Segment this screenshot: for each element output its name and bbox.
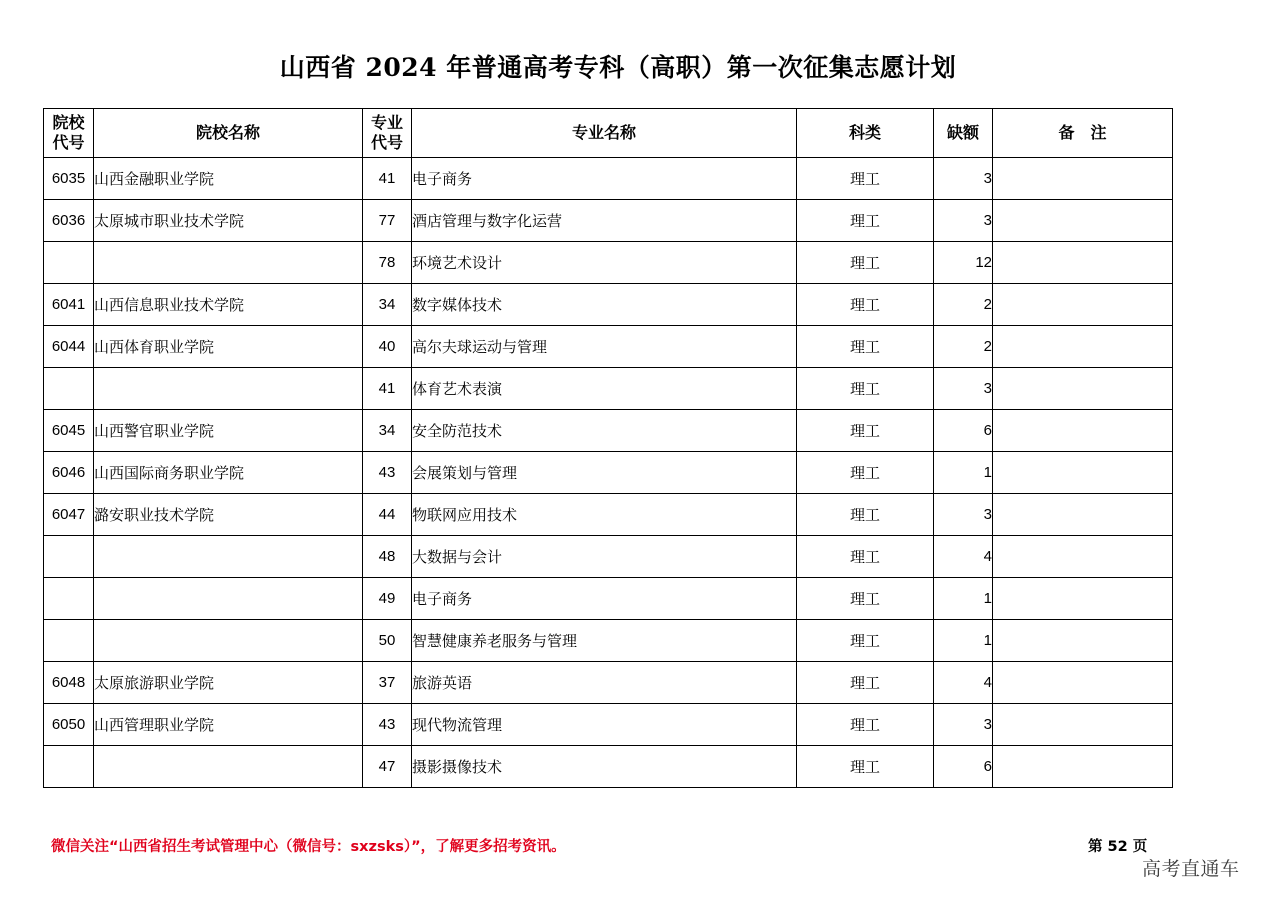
cell-major-name: 体育艺术表演 — [412, 368, 797, 410]
cell-remark — [993, 746, 1173, 788]
cell-category: 理工 — [797, 326, 934, 368]
cell-vacancy: 3 — [934, 200, 993, 242]
table-row — [44, 704, 1173, 746]
cell-category: 理工 — [797, 452, 934, 494]
page-number: 第 52 页 — [1088, 839, 1148, 855]
wechat-notice: 微信关注“山西省招生考试管理中心（微信号：sxzsks）”，了解更多招考资讯。 — [51, 839, 566, 855]
cell-remark — [993, 242, 1173, 284]
cell-remark — [993, 620, 1173, 662]
enrollment-plan-table — [43, 108, 1173, 788]
table-row — [44, 242, 1173, 284]
cell-school-code: 6050 — [44, 704, 94, 746]
cell-major-name: 会展策划与管理 — [412, 452, 797, 494]
cell-vacancy: 4 — [934, 536, 993, 578]
cell-school-code — [44, 242, 94, 284]
cell-major-name: 大数据与会计 — [412, 536, 797, 578]
table-row — [44, 620, 1173, 662]
cell-category: 理工 — [797, 200, 934, 242]
header-major-code: 专业 代号 — [363, 109, 412, 158]
cell-category: 理工 — [797, 284, 934, 326]
header-major-name: 专业名称 — [412, 109, 797, 158]
header-vacancy: 缺额 — [934, 109, 993, 158]
cell-school-name: 太原城市职业技术学院 — [94, 200, 363, 242]
table-row — [44, 368, 1173, 410]
cell-category: 理工 — [797, 536, 934, 578]
cell-school-code — [44, 620, 94, 662]
cell-school-code: 6046 — [44, 452, 94, 494]
cell-school-code: 6045 — [44, 410, 94, 452]
cell-school-name: 山西管理职业学院 — [94, 704, 363, 746]
cell-school-code: 6036 — [44, 200, 94, 242]
cell-remark — [993, 158, 1173, 200]
table-body — [44, 158, 1173, 788]
cell-remark — [993, 662, 1173, 704]
cell-vacancy: 3 — [934, 368, 993, 410]
cell-category: 理工 — [797, 368, 934, 410]
table-row — [44, 452, 1173, 494]
cell-school-name: 山西警官职业学院 — [94, 410, 363, 452]
cell-category: 理工 — [797, 746, 934, 788]
cell-major-code: 78 — [363, 242, 412, 284]
cell-school-name: 潞安职业技术学院 — [94, 494, 363, 536]
cell-remark — [993, 536, 1173, 578]
cell-major-code: 34 — [363, 410, 412, 452]
cell-category: 理工 — [797, 662, 934, 704]
cell-remark — [993, 284, 1173, 326]
cell-major-code: 50 — [363, 620, 412, 662]
cell-school-name: 山西信息职业技术学院 — [94, 284, 363, 326]
cell-vacancy: 4 — [934, 662, 993, 704]
cell-school-code: 6041 — [44, 284, 94, 326]
cell-remark — [993, 452, 1173, 494]
table-row — [44, 536, 1173, 578]
table-row — [44, 410, 1173, 452]
table-row — [44, 200, 1173, 242]
cell-category: 理工 — [797, 242, 934, 284]
header-school-name: 院校名称 — [94, 109, 363, 158]
cell-category: 理工 — [797, 158, 934, 200]
cell-major-code: 43 — [363, 704, 412, 746]
cell-remark — [993, 200, 1173, 242]
cell-major-name: 物联网应用技术 — [412, 494, 797, 536]
cell-major-code: 77 — [363, 200, 412, 242]
cell-school-name — [94, 242, 363, 284]
table-row — [44, 662, 1173, 704]
header-category: 科类 — [797, 109, 934, 158]
table-header-row — [44, 109, 1173, 158]
cell-school-name — [94, 536, 363, 578]
cell-major-name: 智慧健康养老服务与管理 — [412, 620, 797, 662]
cell-major-code: 48 — [363, 536, 412, 578]
cell-vacancy: 6 — [934, 746, 993, 788]
cell-major-name: 电子商务 — [412, 578, 797, 620]
cell-category: 理工 — [797, 620, 934, 662]
cell-vacancy: 3 — [934, 704, 993, 746]
header-remark: 备 注 — [993, 109, 1173, 158]
cell-vacancy: 3 — [934, 158, 993, 200]
cell-category: 理工 — [797, 704, 934, 746]
cell-school-code: 6044 — [44, 326, 94, 368]
cell-category: 理工 — [797, 578, 934, 620]
cell-vacancy: 2 — [934, 326, 993, 368]
cell-major-name: 现代物流管理 — [412, 704, 797, 746]
cell-category: 理工 — [797, 410, 934, 452]
cell-major-name: 数字媒体技术 — [412, 284, 797, 326]
cell-vacancy: 6 — [934, 410, 993, 452]
cell-category: 理工 — [797, 494, 934, 536]
cell-school-code — [44, 536, 94, 578]
cell-major-code: 43 — [363, 452, 412, 494]
cell-major-code: 44 — [363, 494, 412, 536]
cell-vacancy: 1 — [934, 620, 993, 662]
table-row — [44, 284, 1173, 326]
cell-remark — [993, 410, 1173, 452]
cell-major-code: 40 — [363, 326, 412, 368]
cell-school-name — [94, 620, 363, 662]
cell-major-name: 摄影摄像技术 — [412, 746, 797, 788]
cell-school-name: 山西金融职业学院 — [94, 158, 363, 200]
cell-major-code: 41 — [363, 158, 412, 200]
cell-major-name: 电子商务 — [412, 158, 797, 200]
cell-remark — [993, 368, 1173, 410]
page-title: 山西省 2024 年普通高考专科（高职）第一次征集志愿计划 — [279, 53, 957, 82]
cell-vacancy: 2 — [934, 284, 993, 326]
cell-remark — [993, 578, 1173, 620]
cell-major-code: 49 — [363, 578, 412, 620]
cell-school-code — [44, 368, 94, 410]
cell-school-code: 6035 — [44, 158, 94, 200]
table-row — [44, 326, 1173, 368]
table-row — [44, 578, 1173, 620]
cell-major-code: 47 — [363, 746, 412, 788]
cell-major-name: 酒店管理与数字化运营 — [412, 200, 797, 242]
cell-school-name — [94, 368, 363, 410]
cell-major-name: 环境艺术设计 — [412, 242, 797, 284]
cell-school-name: 太原旅游职业学院 — [94, 662, 363, 704]
cell-school-name — [94, 578, 363, 620]
header-school-code: 院校 代号 — [44, 109, 94, 158]
cell-school-name — [94, 746, 363, 788]
cell-remark — [993, 326, 1173, 368]
table-row — [44, 158, 1173, 200]
cell-school-code: 6048 — [44, 662, 94, 704]
cell-vacancy: 3 — [934, 494, 993, 536]
cell-school-code — [44, 578, 94, 620]
cell-major-name: 高尔夫球运动与管理 — [412, 326, 797, 368]
cell-vacancy: 1 — [934, 452, 993, 494]
cell-major-name: 旅游英语 — [412, 662, 797, 704]
cell-major-code: 37 — [363, 662, 412, 704]
table-row — [44, 494, 1173, 536]
cell-remark — [993, 494, 1173, 536]
cell-remark — [993, 704, 1173, 746]
watermark-text: 高考直通车 — [1142, 858, 1240, 880]
cell-major-code: 41 — [363, 368, 412, 410]
cell-school-name: 山西国际商务职业学院 — [94, 452, 363, 494]
cell-vacancy: 12 — [934, 242, 993, 284]
table-row — [44, 746, 1173, 788]
cell-major-code: 34 — [363, 284, 412, 326]
cell-school-code — [44, 746, 94, 788]
cell-school-name: 山西体育职业学院 — [94, 326, 363, 368]
cell-major-name: 安全防范技术 — [412, 410, 797, 452]
cell-school-code: 6047 — [44, 494, 94, 536]
cell-vacancy: 1 — [934, 578, 993, 620]
